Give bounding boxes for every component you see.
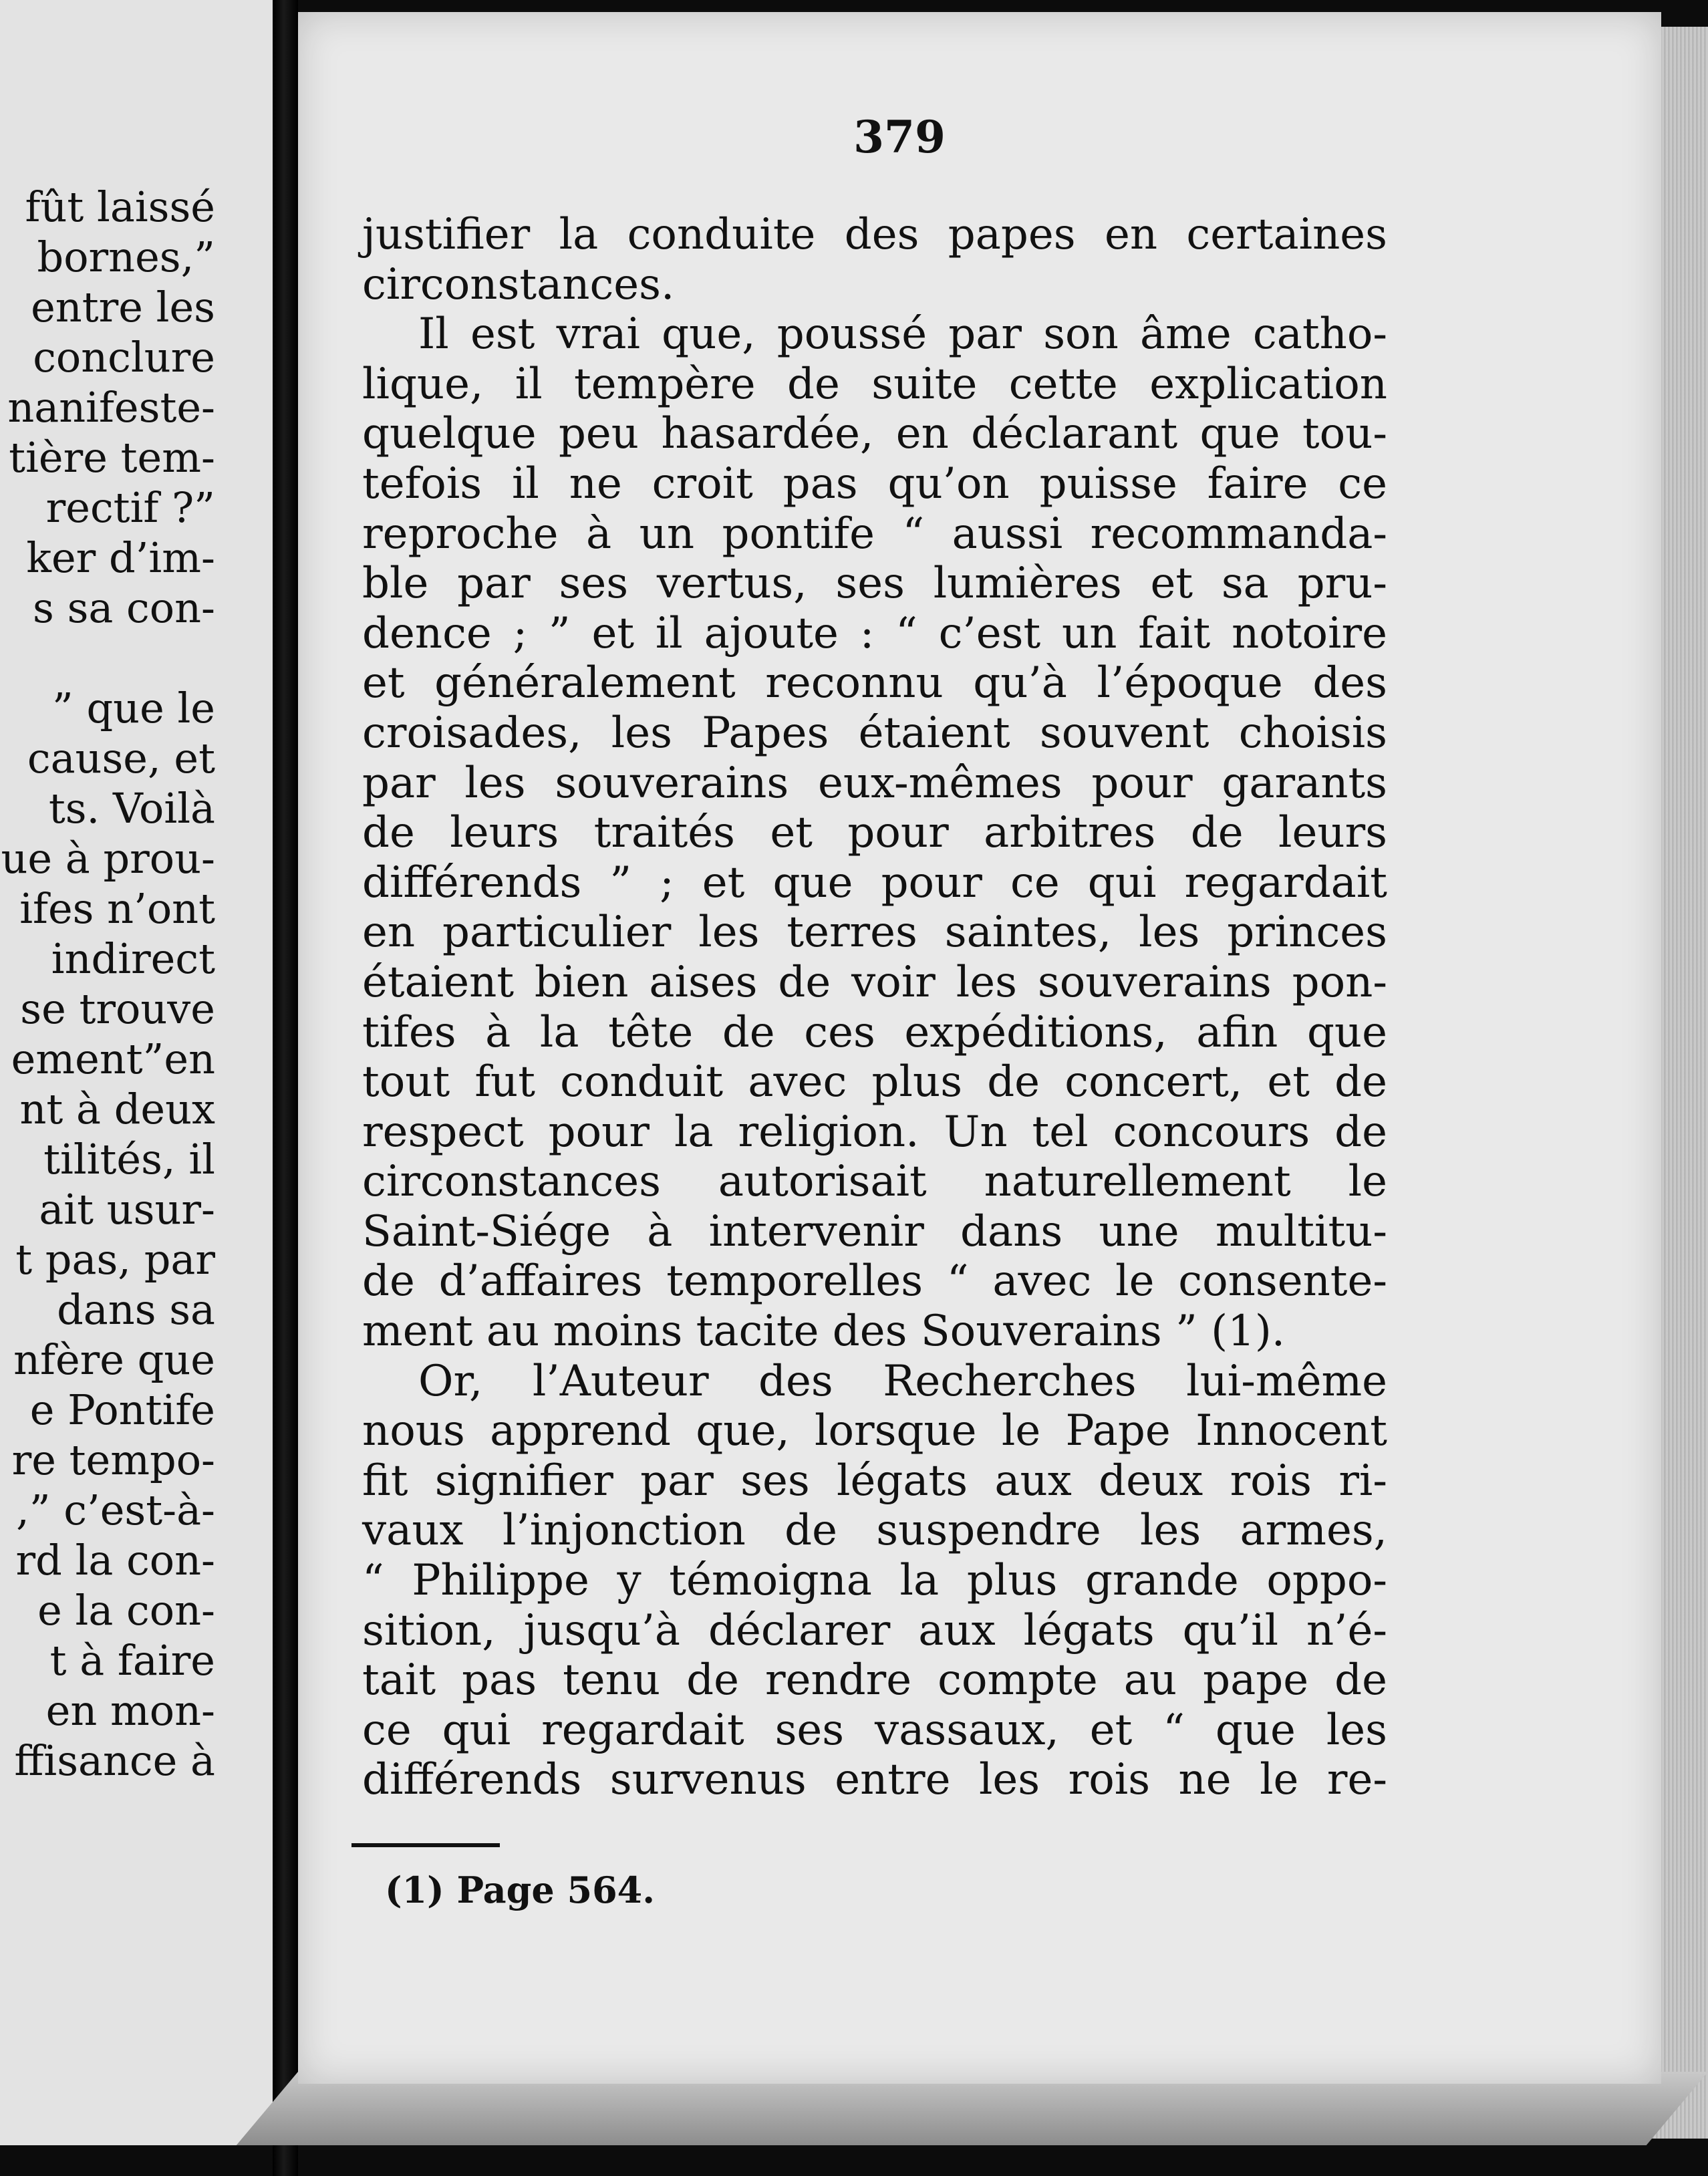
text-line: sition, jusqu’à déclarer aux légats qu’il n’é- [362,1605,1387,1655]
left-page-line: ” que le [52,684,215,732]
text-line: nous apprend que, lorsque le Pape Innocent [362,1406,1387,1456]
text-line: circonstances. [362,259,675,309]
left-page-line: ement”en [11,1035,215,1083]
text-line: dence ; ” et il ajoute : “ c’est un fait notoire [362,608,1387,658]
left-page-line: ts. Voilà [48,784,215,833]
left-page-line: fût laissé [25,182,215,231]
footnote: (1) Page 564. [385,1869,656,1911]
left-page-line: nanifeste- [7,383,215,432]
left-facing-page [0,0,273,2145]
text-line: “ Philippe y témoigna la plus grande oppo- [362,1556,1387,1606]
left-page-line: ,” c’est-à- [16,1486,215,1534]
text-line: croisades, les Papes étaient souvent choisis [362,708,1387,758]
left-page-line: se trouve [20,984,215,1033]
text-line: ment au moins tacite des Souverains ” (1). [362,1307,1286,1357]
text-line: tefois il ne croit pas qu’on puisse faire ce [362,458,1387,509]
text-line: ce qui regardait ses vassaux, et “ que les [362,1705,1387,1755]
text-line: justifier la conduite des papes en certaines [362,210,1387,259]
text-line: tout fut conduit avec plus de concert, et de [362,1057,1387,1107]
left-page-line: re tempo- [11,1436,215,1484]
text-line: fit signifier par ses légats aux deux rois ri- [362,1456,1387,1506]
text-line: et généralement reconnu qu’à l’époque des [362,658,1387,708]
text-line: circonstances autorisait naturellement le [362,1157,1387,1207]
text-line: différends survenus entre les rois ne le re- [362,1755,1387,1805]
left-page-line: dans sa [57,1285,215,1334]
left-page-text [0,182,215,1786]
text-line: différends ” ; et que pour ce qui regardait [362,857,1387,908]
text-line: par les souverains eux-mêmes pour garants [362,758,1387,808]
left-page-line: ffisance à [14,1736,215,1785]
footnote-rule [351,1843,500,1847]
text-line: Il est vrai que, poussé par son âme catho- [418,309,1387,360]
left-page-line: ue à prou- [1,834,215,883]
left-page-line: s sa con- [33,583,215,632]
left-page-line: indirect [51,934,215,983]
text-line: ble par ses vertus, ses lumières et sa pru- [362,559,1387,609]
text-line: reproche à un pontife “ aussi recommanda- [362,509,1387,559]
book-gutter [273,0,298,2176]
left-page-line: rectif ?” [45,483,215,532]
left-page-line: e Pontife [29,1385,215,1434]
left-page-line: rd la con- [15,1536,215,1585]
left-page-line: t à faire [49,1636,215,1685]
page-number: 379 [853,111,946,163]
left-page-line [0,633,215,683]
text-line: respect pour la religion. Un tel concours de [362,1107,1387,1157]
left-page-line: en mon- [45,1686,215,1735]
left-page-line: ker d’im- [26,533,215,582]
left-page-line: tière tem- [9,433,215,482]
left-page-line: e la con- [37,1586,215,1635]
body-text [362,210,1387,1805]
left-page-line: entre les [31,283,215,331]
left-page-line: ifes n’ont [19,884,215,933]
text-line: lique, il tempère de suite cette explication [362,359,1387,409]
left-page-line: t pas, par [15,1235,215,1284]
left-page-line: nt à deux [19,1085,215,1133]
text-line: tifes à la tête de ces expéditions, afin que [362,1007,1387,1057]
text-line: vaux l’injonction de suspendre les armes, [362,1506,1387,1556]
left-page-line: conclure [33,333,215,382]
left-page-line: bornes,” [37,233,215,281]
right-page [298,12,1661,2084]
text-line: en particulier les terres saintes, les princes [362,908,1387,958]
left-page-line: ait usur- [39,1185,215,1234]
text-line: Or, l’Auteur des Recherches lui-même [418,1356,1387,1406]
left-page-line: tilités, il [43,1135,215,1184]
text-line: tait pas tenu de rendre compte au pape de [362,1655,1387,1706]
left-page-line: cause, et [27,734,215,783]
text-line: de d’affaires temporelles “ avec le consente- [362,1256,1387,1307]
left-page-line: nfère que [13,1335,215,1384]
text-line: quelque peu hasardée, en déclarant que tou- [362,409,1387,459]
text-line: de leurs traités et pour arbitres de leurs [362,808,1387,858]
text-line: Saint-Siége à intervenir dans une multitu- [362,1206,1387,1256]
text-line: étaient bien aises de voir les souverains pon- [362,957,1387,1007]
